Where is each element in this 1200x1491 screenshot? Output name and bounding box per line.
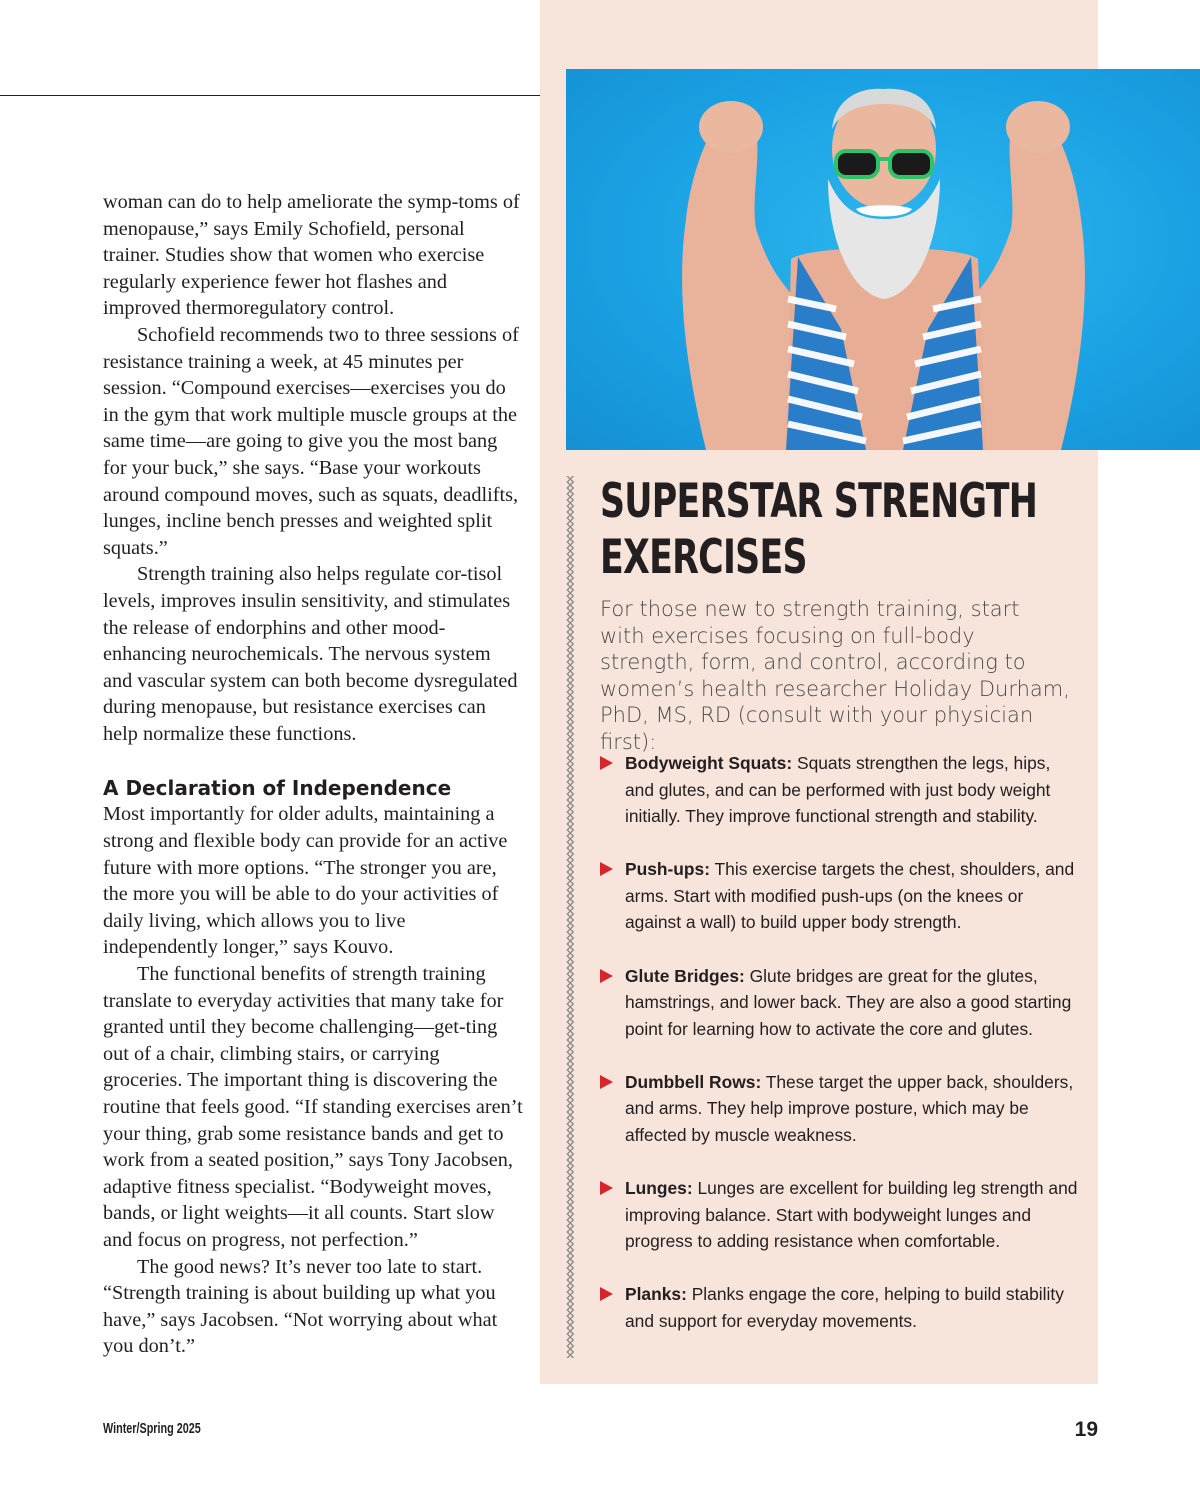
article-paragraph: The good news? It’s never too late to start. “Strength training is about building up what you have,” says Jacobsen. “Not worrying about what you don’t.” [103, 1255, 498, 1358]
exercise-item [600, 1281, 1080, 1334]
exercise-item [600, 1175, 1080, 1255]
triangle-arrow-icon [600, 1075, 613, 1089]
exercise-name: Push-ups: [625, 859, 711, 880]
top-rule [0, 95, 568, 96]
exercise-name: Planks: [625, 1284, 687, 1305]
triangle-arrow-icon [600, 1287, 613, 1301]
zigzag-divider [566, 476, 574, 1358]
article-paragraph: Most importantly for older adults, maintaining a strong and flexible body can provide for an active future with more options. “The stronger you are, the more you will be able to do your activities of daily living, which allows you to live independently longer,” says Kouvo. [103, 803, 508, 959]
exercise-item [600, 1069, 1080, 1149]
triangle-arrow-icon [600, 862, 613, 876]
flexing-man-photo [566, 69, 1200, 450]
exercise-description: Glute bridges are great for the glutes, hamstrings, and lower back. They are also a good starting point for learning how to activate the core and glutes. [625, 965, 1072, 1039]
triangle-arrow-icon [600, 756, 613, 770]
exercise-name: Bodyweight Squats: [625, 753, 793, 773]
exercise-description: Planks engage the core, helping to build stability and support for everyday movements. [625, 1284, 1064, 1331]
exercise-description: Lunges are excellent for building leg strength and improving balance. Start with bodyweight lunges and progress to adding resistance when comfortable. [625, 1178, 1078, 1252]
article-paragraph: Strength training also helps regulate cor-tisol levels, improves insulin sensitivity, and stimulates the release of endorphins and other mood-enhancing neurochemicals. The nervous system and vascular system can both become dysregulated during menopause, but resistance exercises can help normalize these functions. [103, 563, 518, 745]
exercise-name: Glute Bridges: [625, 965, 745, 986]
article-body [103, 189, 523, 1360]
sidebar-intro: For those new to strength training, start with exercises focusing on full-body strength, form, and control, according to women’s health researcher Holiday Durham, PhD, MS, RD (consult with your physician first): [600, 597, 1070, 754]
sidebar-title-line: SUPERSTAR STRENGTH [600, 474, 1038, 529]
sidebar-title [600, 474, 1038, 586]
exercise-description: Squats strengthen the legs, hips, and glutes, and can be performed with just body weight initially. They improve functional strength and stability. [625, 753, 1051, 827]
flexing-man-illustration [566, 69, 1200, 450]
article-paragraph: Schofield recommends two to three sessions of resistance training a week, at 45 minutes per session. “Compound exercises—exercises you do in the gym that work multiple muscle groups at the same time—are going to give you the most bang for your buck,” she says. “Base your workouts around compound moves, such as squats, deadlifts, lunges, incline bench presses and weighted split squats.” [103, 323, 519, 559]
exercise-list [600, 750, 1080, 1361]
exercise-description: These target the upper back, shoulders, and arms. They help improve posture, which may be affected by muscle weakness. [625, 1071, 1074, 1146]
exercise-name: Lunges: [625, 1178, 693, 1199]
exercise-name: Dumbbell Rows: [625, 1071, 762, 1092]
exercise-item [600, 750, 1080, 830]
exercise-description: This exercise targets the chest, shoulders, and arms. Start with modified push-ups (on the knees or against a wall) to build upper body strength. [625, 859, 1075, 933]
exercise-item [600, 856, 1080, 936]
exercise-item [600, 963, 1080, 1043]
article-paragraph: woman can do to help ameliorate the symp-toms of menopause,” says Emily Schofield, personal trainer. Studies show that women who exercise regularly experience fewer hot flashes and improved thermoregulatory control. [103, 191, 520, 320]
triangle-arrow-icon [600, 969, 613, 983]
issue-date: Winter/Spring 2025 [103, 1420, 201, 1437]
page-number: 19 [1074, 1418, 1098, 1441]
article-paragraph: The functional benefits of strength training translate to everyday activities that many take for granted until they become challenging—get-ting out of a chair, climbing stairs, or carrying groceries. The important thing is discovering the routine that feels good. “If standing exercises aren’t your thing, grab some resistance bands and get to work from a seated position,” says Tony Jacobsen, adaptive fitness specialist. “Bodyweight moves, bands, or light weights—it all counts. Start slow and focus on progress, not perfection.” [103, 963, 523, 1251]
article-subhead: A Declaration of Independence [103, 776, 452, 801]
sidebar-title-line: EXERCISES [600, 530, 807, 585]
triangle-arrow-icon [600, 1181, 613, 1195]
